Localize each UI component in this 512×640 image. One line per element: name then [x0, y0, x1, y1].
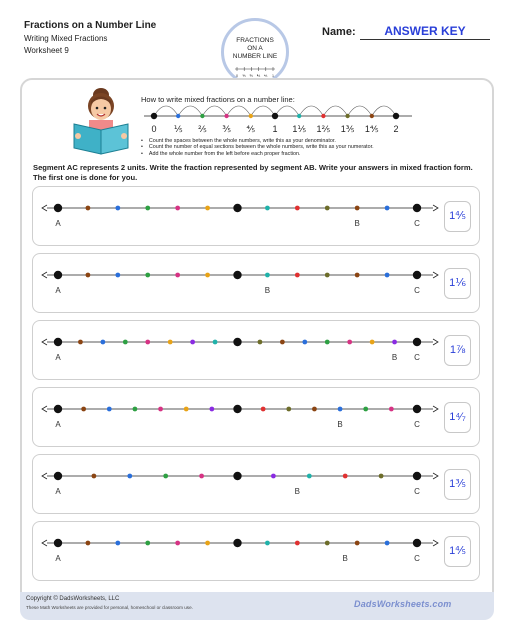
fraction-dot	[258, 340, 263, 345]
example-tick-label: 0	[151, 124, 157, 134]
worksheet-title: Fractions on a Number Line	[24, 20, 157, 31]
problem-number-line	[33, 254, 481, 314]
point-label-b: B	[294, 487, 300, 496]
example-fraction-dot	[176, 114, 180, 118]
fraction-dot	[213, 340, 218, 345]
badge-tick-label: 1	[272, 74, 274, 78]
right-arrow-icon	[433, 339, 438, 345]
example-tick-label: 1⅕	[292, 124, 307, 134]
example-number-line	[138, 92, 418, 138]
whole-number-dot	[233, 338, 241, 346]
example-tick-label: 1⅖	[316, 124, 331, 134]
example-tick-label: 2	[393, 124, 399, 134]
topic-badge	[221, 18, 289, 86]
badge-tick-label: ⅕	[242, 74, 246, 78]
usage-note: These Math Worksheets are provided for personal, homeschool or classroom use.	[26, 605, 193, 610]
fraction-dot	[265, 541, 270, 546]
example-jump-arc	[299, 106, 323, 116]
example-tick-label: ⅕	[173, 124, 183, 134]
point-label-a: A	[55, 286, 61, 295]
whole-number-dot	[54, 338, 62, 346]
badge-tick-label: ⅗	[256, 74, 261, 78]
left-arrow-icon	[42, 339, 47, 345]
fraction-dot	[123, 340, 128, 345]
problem-number-line	[33, 388, 481, 448]
fraction-dot	[261, 407, 266, 412]
fraction-dot	[133, 407, 138, 412]
fraction-dot	[115, 541, 120, 546]
example-jump-arc	[202, 106, 226, 116]
fraction-dot	[325, 273, 330, 278]
example-tick-label: 1	[272, 124, 278, 134]
point-label-b: B	[354, 219, 360, 228]
answer-box: 1⅙	[444, 268, 471, 299]
example-tick-label: 1⅗	[340, 124, 355, 134]
badge-tick-label: ⅘	[264, 74, 268, 78]
point-label-c: C	[414, 420, 420, 429]
fraction-dot	[163, 474, 168, 479]
point-label-c: C	[414, 487, 420, 496]
fraction-dot	[175, 206, 180, 211]
badge-number-line-icon	[234, 65, 276, 79]
whole-number-dot	[54, 271, 62, 279]
name-label: Name:	[322, 26, 356, 38]
whole-number-dot	[413, 405, 421, 413]
fraction-dot	[355, 206, 360, 211]
whole-number-dot	[54, 472, 62, 480]
example-jump-arc	[154, 106, 178, 116]
whole-number-dot	[413, 338, 421, 346]
right-arrow-icon	[433, 205, 438, 211]
answer-box: 1⅘	[444, 201, 471, 232]
fraction-dot	[325, 340, 330, 345]
example-heading: How to write mixed fractions on a number line:	[141, 95, 295, 104]
fraction-dot	[115, 273, 120, 278]
fraction-dot	[343, 474, 348, 479]
fraction-dot	[370, 340, 375, 345]
fraction-dot	[355, 273, 360, 278]
problem-card	[32, 387, 480, 447]
example-whole-dot	[151, 113, 157, 119]
example-tick-label: ⅗	[222, 124, 231, 134]
example-jump-arc	[348, 106, 372, 116]
fraction-dot	[385, 273, 390, 278]
example-fraction-dot	[370, 114, 374, 118]
badge-line-2: ON A	[247, 45, 263, 52]
whole-number-dot	[54, 539, 62, 547]
left-arrow-icon	[42, 406, 47, 412]
worksheet-subtitle: Writing Mixed Fractions	[24, 34, 108, 43]
step-2: • Count the number of equal sections between the whole numbers, write this as your numerator.	[141, 144, 374, 150]
point-label-a: A	[55, 420, 61, 429]
left-arrow-icon	[42, 473, 47, 479]
whole-number-dot	[413, 271, 421, 279]
answer-box: 1⁴⁄₇	[444, 402, 471, 433]
example-whole-dot	[272, 113, 278, 119]
fraction-dot	[205, 273, 210, 278]
whole-number-dot	[54, 204, 62, 212]
fraction-dot	[115, 206, 120, 211]
problem-number-line	[33, 187, 481, 247]
fraction-dot	[295, 273, 300, 278]
problem-card	[32, 521, 480, 581]
fraction-dot	[127, 474, 132, 479]
right-arrow-icon	[433, 540, 438, 546]
copyright: Copyright © DadsWorksheets, LLC	[26, 596, 120, 602]
badge-text	[224, 37, 286, 61]
fraction-dot	[86, 206, 91, 211]
right-arrow-icon	[433, 272, 438, 278]
answer-box: 1⅗	[444, 469, 471, 500]
brand-logo-text: Dads	[354, 599, 377, 609]
fraction-dot	[312, 407, 317, 412]
fraction-dot	[355, 541, 360, 546]
point-label-b: B	[391, 353, 398, 362]
fraction-dot	[265, 206, 270, 211]
example-jump-arc	[323, 106, 347, 116]
brand-logo-suffix: Worksheets.com	[376, 599, 452, 609]
problem-card	[32, 454, 480, 514]
badge-line-1: FRACTIONS	[236, 37, 274, 44]
point-label-c: C	[414, 286, 420, 295]
example-fraction-dot	[345, 114, 349, 118]
fraction-dot	[92, 474, 97, 479]
point-label-b: B	[342, 554, 348, 563]
whole-number-dot	[413, 472, 421, 480]
left-arrow-icon	[42, 272, 47, 278]
fraction-dot	[392, 340, 397, 345]
point-label-c: C	[414, 219, 420, 228]
point-label-c: C	[414, 554, 420, 563]
fraction-dot	[175, 541, 180, 546]
fraction-dot	[205, 541, 210, 546]
fraction-dot	[78, 340, 83, 345]
example-jump-arc	[178, 106, 202, 116]
fraction-dot	[184, 407, 189, 412]
step-3: • Add the whole number from the left before each proper fraction.	[141, 151, 374, 157]
fraction-dot	[286, 407, 291, 412]
badge-tick-label: 0	[236, 74, 238, 78]
fraction-dot	[175, 273, 180, 278]
problem-number-line	[33, 522, 481, 582]
point-label-b: B	[264, 286, 271, 295]
fraction-dot	[265, 273, 270, 278]
example-fraction-dot	[249, 114, 253, 118]
fraction-dot	[158, 407, 163, 412]
fraction-dot	[145, 340, 150, 345]
problem-number-line	[33, 455, 481, 515]
fraction-dot	[168, 340, 173, 345]
answer-box: 1⅞	[444, 335, 471, 366]
answer-box: 1⅘	[444, 536, 471, 567]
fraction-dot	[307, 474, 312, 479]
problem-card	[32, 253, 480, 313]
fraction-dot	[338, 407, 343, 412]
worksheet-number: Worksheet 9	[24, 46, 69, 55]
step-1: • Count the spaces between the whole numbers, write this as your denominator.	[141, 138, 374, 144]
fraction-dot	[145, 541, 150, 546]
right-arrow-icon	[433, 406, 438, 412]
whole-number-dot	[233, 539, 241, 547]
whole-number-dot	[233, 271, 241, 279]
point-label-a: A	[55, 353, 61, 362]
whole-number-dot	[233, 405, 241, 413]
problem-card	[32, 186, 480, 246]
point-label-a: A	[55, 487, 61, 496]
fraction-dot	[107, 407, 112, 412]
fraction-dot	[190, 340, 195, 345]
fraction-dot	[280, 340, 285, 345]
right-arrow-icon	[433, 473, 438, 479]
fraction-dot	[385, 206, 390, 211]
example-tick-label: 1⅘	[364, 124, 379, 134]
point-label-c: C	[414, 353, 420, 362]
fraction-dot	[209, 407, 214, 412]
fraction-dot	[81, 407, 86, 412]
whole-number-dot	[233, 204, 241, 212]
whole-number-dot	[413, 204, 421, 212]
fraction-dot	[86, 273, 91, 278]
brand-logo	[354, 596, 451, 610]
badge-tick-label: ⅖	[249, 74, 254, 78]
name-field-answer-key: ANSWER KEY	[360, 24, 490, 40]
point-label-a: A	[55, 219, 61, 228]
fraction-dot	[86, 541, 91, 546]
example-jump-arc	[227, 106, 251, 116]
fraction-dot	[302, 340, 307, 345]
fraction-dot	[205, 206, 210, 211]
whole-number-dot	[54, 405, 62, 413]
example-jump-arc	[372, 106, 396, 116]
badge-line-3: NUMBER LINE	[232, 53, 278, 60]
point-label-b: B	[337, 420, 343, 429]
fraction-dot	[295, 541, 300, 546]
fraction-dot	[145, 206, 150, 211]
fraction-dot	[199, 474, 204, 479]
problem-number-line	[33, 321, 481, 381]
example-tick-label: ⅖	[198, 124, 207, 134]
fraction-dot	[389, 407, 394, 412]
whole-number-dot	[413, 539, 421, 547]
example-steps	[141, 138, 374, 157]
fraction-dot	[100, 340, 105, 345]
example-fraction-dot	[224, 114, 228, 118]
instructions: Segment AC represents 2 units. Write the fraction represented by segment AB. Write your answers in mixed fraction form. The first one is done for you.	[33, 163, 473, 182]
fraction-dot	[295, 206, 300, 211]
example-fraction-dot	[321, 114, 325, 118]
left-arrow-icon	[42, 205, 47, 211]
fraction-dot	[325, 206, 330, 211]
example-tick-label: ⅘	[246, 124, 256, 134]
example-whole-dot	[393, 113, 399, 119]
fraction-dot	[347, 340, 352, 345]
fraction-dot	[379, 474, 384, 479]
example-fraction-dot	[200, 114, 204, 118]
reading-girl-illustration	[70, 86, 134, 156]
fraction-dot	[363, 407, 368, 412]
whole-number-dot	[233, 472, 241, 480]
problem-card	[32, 320, 480, 380]
example-fraction-dot	[297, 114, 301, 118]
example-jump-arc	[251, 106, 275, 116]
fraction-dot	[325, 541, 330, 546]
point-label-a: A	[55, 554, 61, 563]
left-arrow-icon	[42, 540, 47, 546]
example-jump-arc	[275, 106, 299, 116]
fraction-dot	[145, 273, 150, 278]
fraction-dot	[271, 474, 276, 479]
fraction-dot	[385, 541, 390, 546]
